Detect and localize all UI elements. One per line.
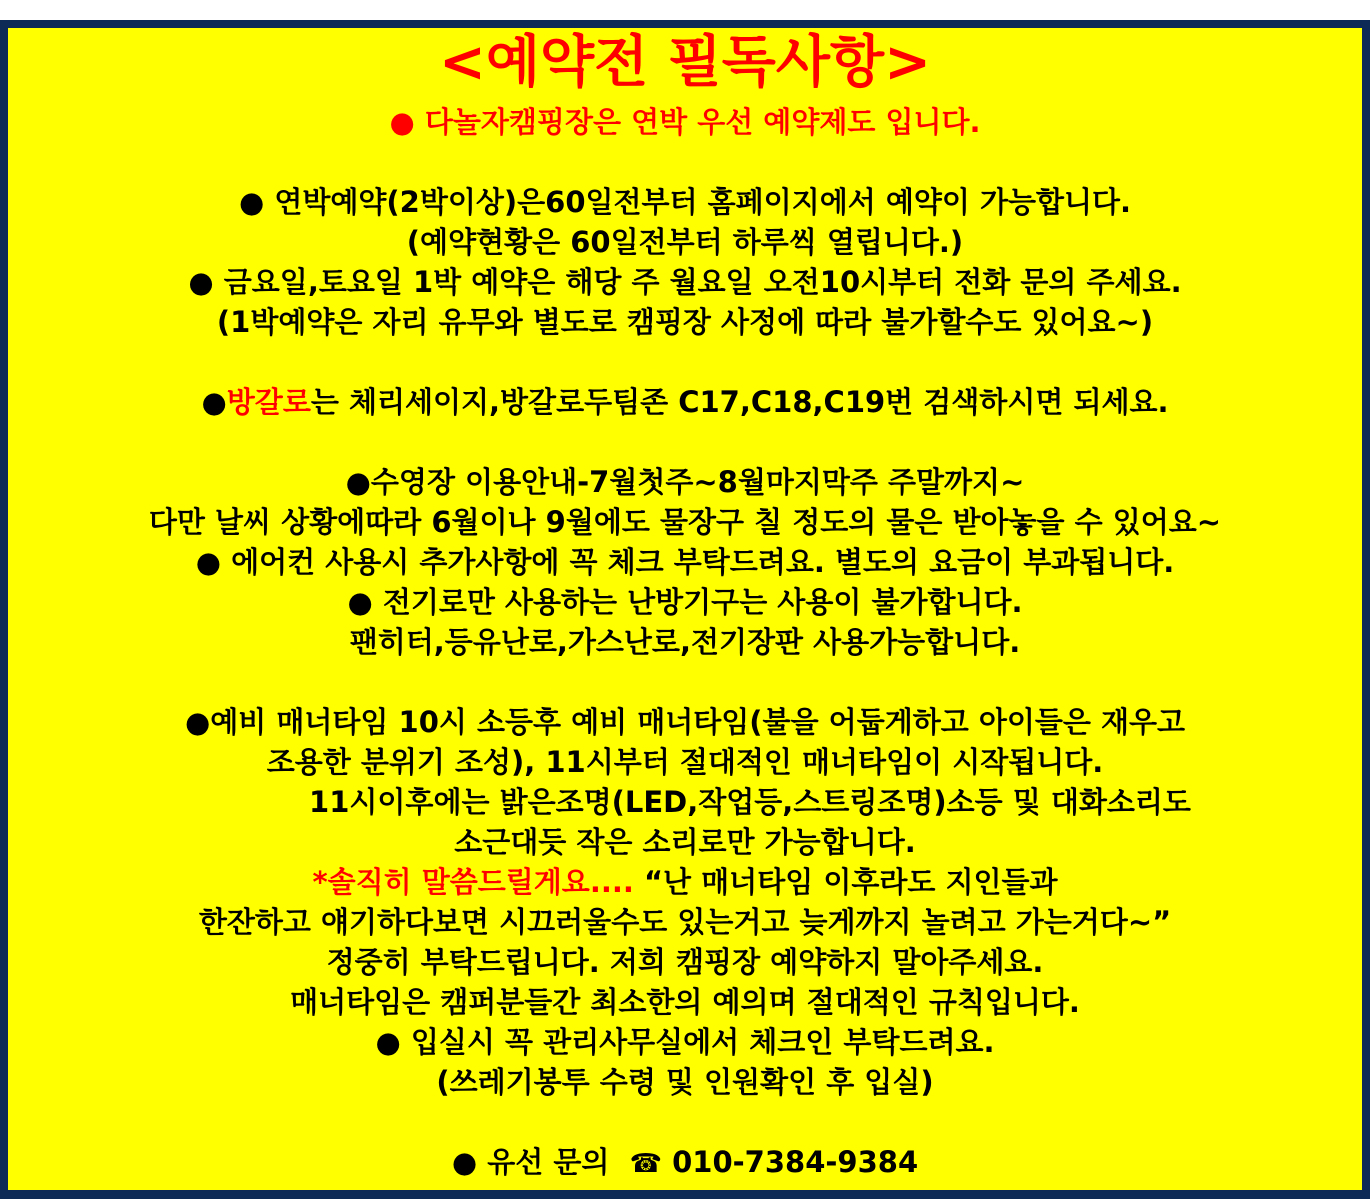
notice-line-booking-status: (예약현황은 60일전부터 하루씩 열립니다.) xyxy=(406,225,964,259)
honest-highlight: *솔직히 말씀드릴게요.... xyxy=(312,865,634,899)
notice-line-honest-2: 한잔하고 얘기하다보면 시끄러울수도 있는거고 늦게까지 놀려고 가는거다~” xyxy=(198,905,1172,939)
notice-line-checkin: ● 입실시 꼭 관리사무실에서 체크인 부탁드려요. xyxy=(375,1025,995,1059)
notice-line-rule: 매너타임은 캠퍼분들간 최소한의 예의며 절대적인 규칙입니다. xyxy=(290,985,1080,1019)
notice-line-lights-off: 11시이후에는 밝은조명(LED,작업등,스트링조명)소등 및 대화소리도 xyxy=(309,785,1191,819)
notice-line-aircon: ● 에어컨 사용시 추가사항에 꼭 체크 부탁드려요. 별도의 요금이 부과됩니다. xyxy=(195,545,1175,579)
notice-frame xyxy=(0,20,1370,1199)
notice-line-bungalow xyxy=(8,382,1362,422)
notice-line-contact xyxy=(8,1142,1362,1184)
notice-line-request: 정중히 부탁드립니다. 저희 캠핑장 예약하지 말아주세요. xyxy=(326,945,1044,979)
contact-phone-number: 010-7384-9384 xyxy=(672,1145,919,1179)
notice-line-single-night: ● 금요일,토요일 1박 예약은 해당 주 월요일 오전10시부터 전화 문의 주세요. xyxy=(188,265,1182,299)
phone-icon: ☎ xyxy=(629,1149,662,1179)
notice-line-manner-time-2: 조용한 분위기 조성), 11시부터 절대적인 매너타임이 시작됩니다. xyxy=(266,745,1104,779)
contact-label: ● 유선 문의 xyxy=(451,1145,610,1179)
notice-line-pool-weather: 다만 날씨 상황에따라 6월이나 9월에도 물장구 칠 정도의 물은 받아놓을 수 있어요~ xyxy=(148,505,1222,539)
honest-text: “난 매너타임 이후라도 지인들과 xyxy=(633,865,1058,899)
notice-line-heater-ban: ● 전기로만 사용하는 난방기구는 사용이 불가합니다. xyxy=(347,585,1023,619)
notice-line-quiet: 소근대듯 작은 소리로만 가능합니다. xyxy=(454,825,916,859)
notice-line-heater-allowed: 팬히터,등유난로,가스난로,전기장판 사용가능합니다. xyxy=(349,625,1021,659)
notice-line-single-night-note: (1박예약은 자리 유무와 별도로 캠핑장 사정에 따라 불가할수도 있어요~) xyxy=(216,305,1154,339)
notice-line-pool: ●수영장 이용안내-7월첫주~8월마지막주 주말까지~ xyxy=(345,465,1025,499)
notice-line-checkin-note: (쓰레기봉투 수령 및 인원확인 후 입실) xyxy=(436,1065,934,1099)
notice-line-honest xyxy=(8,862,1362,902)
notice-line-consecutive-booking: ● 연박예약(2박이상)은60일전부터 홈페이지에서 예약이 가능합니다. xyxy=(238,185,1132,219)
notice-line-manner-time: ●예비 매너타임 10시 소등후 예비 매너타임(불을 어둡게하고 아이들은 재우고 xyxy=(184,705,1186,739)
notice-line-consecutive-priority: ● 다놀자캠핑장은 연박 우선 예약제도 입니다. xyxy=(389,105,981,139)
bungalow-text: 는 체리세이지,방갈로두팀존 C17,C18,C19번 검색하시면 되세요. xyxy=(310,385,1169,419)
page-title: <예약전 필독사항> xyxy=(438,30,931,95)
bungalow-highlight: 방갈로 xyxy=(226,385,311,419)
notice-panel xyxy=(8,28,1362,1190)
bullet-icon: ● xyxy=(201,385,227,419)
